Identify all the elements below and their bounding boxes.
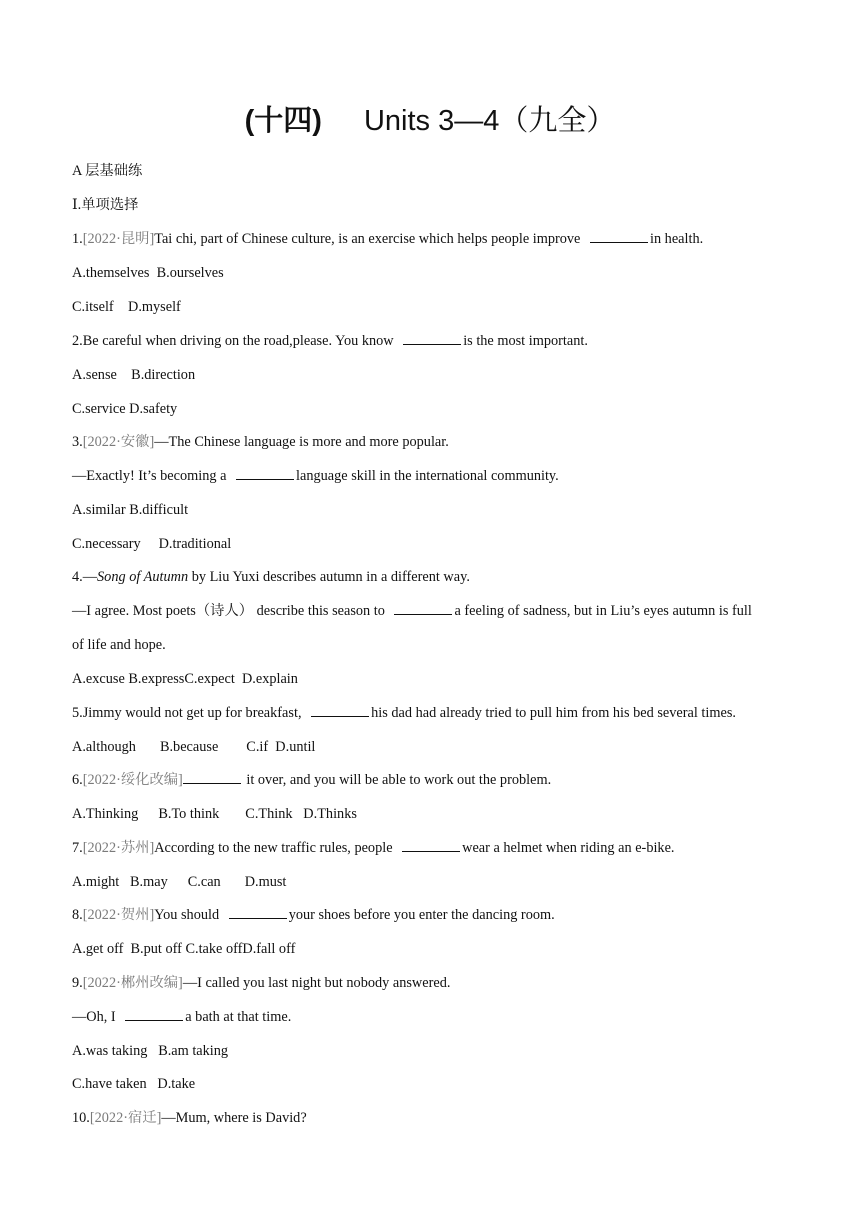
option-b: B.ourselves [156, 265, 224, 281]
option-b: B.may [130, 874, 168, 890]
question-3: 3.[2022·安徽]—The Chinese language is more and more popular. [72, 434, 449, 450]
option-d: D.safety [129, 401, 178, 417]
option-c: C.itself [72, 299, 114, 315]
question-1: 1.[2022·昆明]Tai chi, part of Chinese culture, is an exercise which helps people improve in health. [72, 231, 704, 247]
question-4-reply-cont: of life and hope. [72, 637, 166, 653]
options-row [72, 365, 195, 385]
option-b: B.direction [131, 367, 196, 383]
poem-title: Song of Autumn [97, 569, 189, 585]
answer-blank [183, 771, 241, 784]
option-d: D.Thinks [303, 806, 357, 822]
option-c: C.have taken [72, 1076, 147, 1092]
option-a: A.themselves [72, 265, 150, 281]
question-7: 7.[2022·苏州]According to the new traffic rules, people wear a helmet when riding an e-bike. [72, 840, 675, 856]
question-4: 4.—Song of Autumn by Liu Yuxi describes autumn in a different way. [72, 569, 470, 585]
option-c: C.can [187, 874, 221, 890]
level-heading: A 层基础练 [72, 163, 143, 179]
question-2: 2.Be careful when driving on the road,please. You know is the most important. [72, 333, 588, 349]
option-b: B.am taking [158, 1043, 229, 1059]
options-row [72, 297, 181, 317]
part-heading: Ⅰ.单项选择 [72, 197, 139, 213]
options-row [72, 263, 224, 283]
option-a: A.Thinking [72, 806, 139, 822]
source-tag: [2022·绥化改编] [82, 772, 183, 788]
option-b: B.express [128, 671, 185, 687]
option-d: D.fall off [242, 941, 296, 957]
options-row [72, 872, 286, 892]
options-row [72, 804, 357, 824]
option-c: C.expect [184, 671, 235, 687]
source-tag: [2022·宿迁] [89, 1110, 162, 1126]
option-a: A.get off [72, 941, 124, 957]
option-d: D.myself [128, 299, 181, 315]
answer-blank [236, 467, 294, 480]
page-title [0, 103, 860, 139]
option-a: A.was taking [72, 1043, 148, 1059]
option-b: B.put off [130, 941, 182, 957]
source-tag: [2022·贺州] [82, 907, 155, 923]
option-a: A.similar [72, 502, 126, 518]
answer-blank [125, 1008, 183, 1021]
question-6: 6.[2022·绥化改编] it over, and you will be able to work out the problem. [72, 772, 552, 788]
options-row [72, 1074, 195, 1094]
answer-blank [590, 230, 648, 243]
option-b: B.because [159, 739, 219, 755]
title-units: Units 3—4（九全） [363, 105, 616, 137]
options-row [72, 669, 298, 689]
option-c: C.if [246, 739, 269, 755]
option-a: A.sense [72, 367, 117, 383]
source-tag: [2022·郴州改编] [82, 975, 183, 991]
question-10: 10.[2022·宿迁]—Mum, where is David? [72, 1110, 307, 1126]
option-c: C.necessary [72, 536, 141, 552]
option-d: D.traditional [158, 536, 232, 552]
options-row [72, 939, 295, 959]
option-c: C.service [72, 401, 126, 417]
answer-blank [311, 704, 369, 717]
source-tag: [2022·苏州] [82, 840, 155, 856]
options-row [72, 399, 177, 419]
option-d: D.explain [241, 671, 298, 687]
options-row [72, 737, 315, 757]
title-number: (十四) [244, 105, 322, 137]
options-row [72, 500, 188, 520]
option-d: D.until [275, 739, 316, 755]
option-d: D.take [157, 1076, 196, 1092]
source-tag: [2022·安徽] [82, 434, 155, 450]
option-a: A.might [72, 874, 120, 890]
question-4-reply: —I agree. Most poets（诗人） describe this season to a feeling of sadness, but in Liu’s eyes autumn is full [72, 603, 752, 619]
option-c: C.Think [245, 806, 293, 822]
option-a: A.excuse [72, 671, 125, 687]
answer-blank [394, 602, 452, 615]
answer-blank [229, 906, 287, 919]
question-3-reply: —Exactly! It’s becoming a language skill in the international community. [72, 468, 559, 484]
answer-blank [402, 839, 460, 852]
question-5: 5.Jimmy would not get up for breakfast, his dad had already tried to pull him from his bed several times. [72, 705, 736, 721]
option-b: B.To think [158, 806, 220, 822]
question-9-reply: —Oh, I a bath at that time. [72, 1009, 292, 1025]
answer-blank [403, 332, 461, 345]
question-8: 8.[2022·贺州]You should your shoes before you enter the dancing room. [72, 907, 555, 923]
option-d: D.must [244, 874, 287, 890]
option-b: B.difficult [129, 502, 189, 518]
source-tag: [2022·昆明] [82, 231, 155, 247]
options-row [72, 534, 231, 554]
option-a: A.although [72, 739, 136, 755]
option-c: C.take off [185, 941, 243, 957]
question-9: 9.[2022·郴州改编]—I called you last night but nobody answered. [72, 975, 451, 991]
options-row [72, 1041, 228, 1061]
